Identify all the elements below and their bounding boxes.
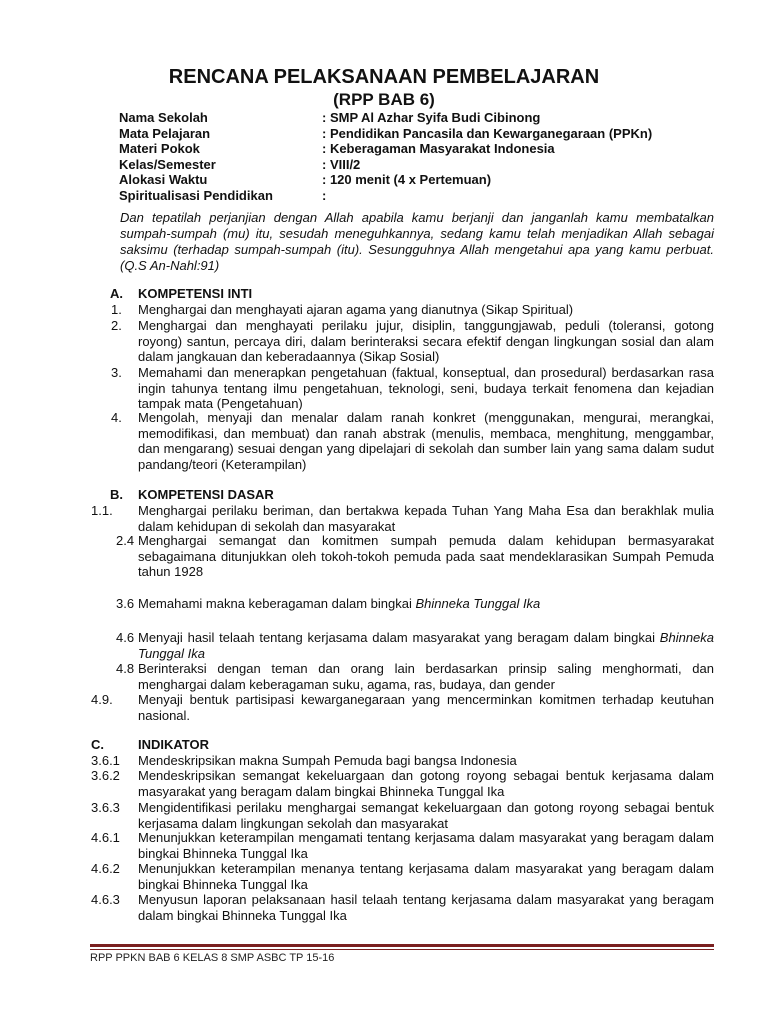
list-item: Mengidentifikasi perilaku menghargai semangat kekeluargaan dan gotong royong sebagai bentuk kerjasama dalam lingkungan sekolah dan masyarakat — [138, 800, 714, 831]
list-number: 3. — [111, 365, 122, 380]
identity-value: : Keberagaman Masyarakat Indonesia — [322, 141, 555, 157]
list-item-italic: Bhinneka Tunggal Ika — [138, 630, 715, 661]
identity-label: Kelas/Semester — [119, 156, 216, 172]
list-number: 4.9. — [91, 692, 113, 707]
document-title: RENCANA PELAKSANAAN PEMBELAJARAN — [168, 66, 600, 88]
identity-value: : Pendidikan Pancasila dan Kewarganegaraan (PPKn) — [322, 125, 653, 141]
identity-value: : 120 menit (4 x Pertemuan) — [322, 172, 492, 188]
list-item: Memahami dan menerapkan pengetahuan (faktual, konseptual, dan prosedural) berdasarkan rasa ingin tahunya tentang ilmu pengetahuan, teknologi, seni, budaya terkait fenomena dan kejadian tampak mata (Pengetahuan) — [138, 365, 714, 412]
list-item: Berinteraksi dengan teman dan orang lain berdasarkan prinsip saling menghormati, dan menghargai dalam keberagaman suku, agama, ras, budaya, dan gender — [138, 661, 714, 692]
quran-quote: Dan tepatilah perjanjian dengan Allah apabila kamu berjanji dan janganlah kamu membatalkan sumpah-sumpah (mu) itu, sesudah meneguhkannya, sedang kamu telah menjadikan Allah sebagai saksimu (terhadap sumpah-sumpah (itu). Sesungguhnya Allah mengetahui apa yang kamu perbuat. (Q.S An-Nahl:91) — [120, 210, 714, 273]
list-item — [138, 630, 714, 661]
list-item: Menyaji bentuk partisipasi kewarganegaraan yang mencerminkan komitmen terhadap keutuhan nasional. — [138, 692, 714, 723]
list-number: 4.6 — [116, 630, 135, 645]
list-number: 4.6.1 — [91, 830, 120, 845]
section-b-heading: KOMPETENSI DASAR — [138, 487, 274, 502]
list-item: Mengolah, menyaji dan menalar dalam ranah konkret (menggunakan, mengurai, merangkai, memodifikasi, dan membuat) dan ranah abstrak (menulis, membaca, menghitung, menggambar, dan mengarang) sesuai dengan yang dipelajari di sekolah dan sumber lain yang sama dalam sudut pandang/teori (Keterampilan) — [138, 410, 714, 472]
identity-label: Nama Sekolah — [119, 110, 208, 125]
identity-label: Mata Pelajaran — [119, 125, 211, 141]
list-item — [138, 596, 714, 612]
list-item: Menunjukkan keterampilan menanya tentang kerjasama dalam masyarakat yang beragam dalam bingkai Bhinneka Tunggal Ika — [138, 861, 714, 892]
section-a-heading: KOMPETENSI INTI — [138, 286, 253, 301]
identity-value: : SMP Al Azhar Syifa Budi Cibinong — [322, 110, 541, 125]
list-number: 4. — [111, 410, 122, 425]
identity-value: : — [322, 187, 327, 203]
section-a-letter: A. — [110, 286, 123, 301]
list-item-italic: Bhinneka Tunggal Ika — [415, 596, 541, 611]
footer-rule-thin — [90, 949, 714, 950]
list-number: 2. — [111, 318, 122, 333]
document-subtitle: (RPP BAB 6) — [333, 90, 435, 109]
footer-rule-thick — [90, 944, 714, 947]
list-item: Menghargai perilaku beriman, dan bertakwa kepada Tuhan Yang Maha Esa dan berakhlak mulia dalam kehidupan di sekolah dan masyarakat — [138, 503, 714, 534]
list-item: Menunjukkan keterampilan mengamati tentang kerjasama dalam masyarakat yang beragam dalam bingkai Bhinneka Tunggal Ika — [138, 830, 714, 861]
identity-label: Materi Pokok — [119, 141, 200, 157]
identity-label: Spiritualisasi Pendidikan — [119, 187, 273, 203]
list-number: 3.6.3 — [91, 800, 120, 815]
list-number: 3.6.2 — [91, 768, 120, 783]
list-number: 1. — [111, 302, 122, 317]
list-number: 3.6 — [116, 596, 135, 611]
list-item: Menghargai dan menghayati ajaran agama yang dianutnya (Sikap Spiritual) — [138, 302, 574, 317]
list-number: 4.6.2 — [91, 861, 120, 876]
list-item: Menghargai dan menghayati perilaku jujur, disiplin, tanggungjawab, peduli (toleransi, gotong royong) santun, percaya diri, dalam berinteraksi secara efektif dengan lingkungan sosial dan alam dalam jangkauan dan keberadaannya (Sikap Sosial) — [138, 318, 714, 365]
list-item: Menyusun laporan pelaksanaan hasil telaah tentang kerjasama dalam masyarakat yang beragam dalam bingkai Bhinneka Tunggal Ika — [138, 892, 714, 923]
list-number: 4.8 — [116, 661, 135, 676]
identity-label: Alokasi Waktu — [119, 172, 208, 188]
section-b-letter: B. — [110, 487, 123, 502]
list-item: Mendeskripsikan semangat kekeluargaan dan gotong royong sebagai bentuk kerjasama dalam masyarakat yang beragam dalam bingkai Bhinneka Tunggal Ika — [138, 768, 714, 799]
list-item: Mendeskripsikan makna Sumpah Pemuda bagi bangsa Indonesia — [138, 753, 517, 768]
list-number: 1.1. — [91, 503, 113, 518]
list-item: Menghargai semangat dan komitmen sumpah pemuda dalam kehidupan bermasyarakat sebagaimana ditunjukkan oleh tokoh-tokoh pemuda pada saat mendeklarasikan Sumpah Pemuda tahun 1928 — [138, 533, 714, 580]
list-number: 3.6.1 — [91, 753, 120, 768]
list-number: 4.6.3 — [91, 892, 120, 907]
list-item-text: Memahami makna keberagaman dalam bingkai — [138, 596, 412, 611]
footer-text: RPP PPKN BAB 6 KELAS 8 SMP ASBC TP 15-16 — [90, 952, 335, 964]
identity-value: : VIII/2 — [322, 156, 361, 172]
list-number: 2.4 — [116, 533, 135, 548]
section-c-letter: C. — [91, 737, 104, 752]
section-c-heading: INDIKATOR — [138, 737, 210, 752]
list-item-text: Menyaji hasil telaah tentang kerjasama dalam masyarakat yang beragam dalam bingkai — [138, 630, 655, 645]
